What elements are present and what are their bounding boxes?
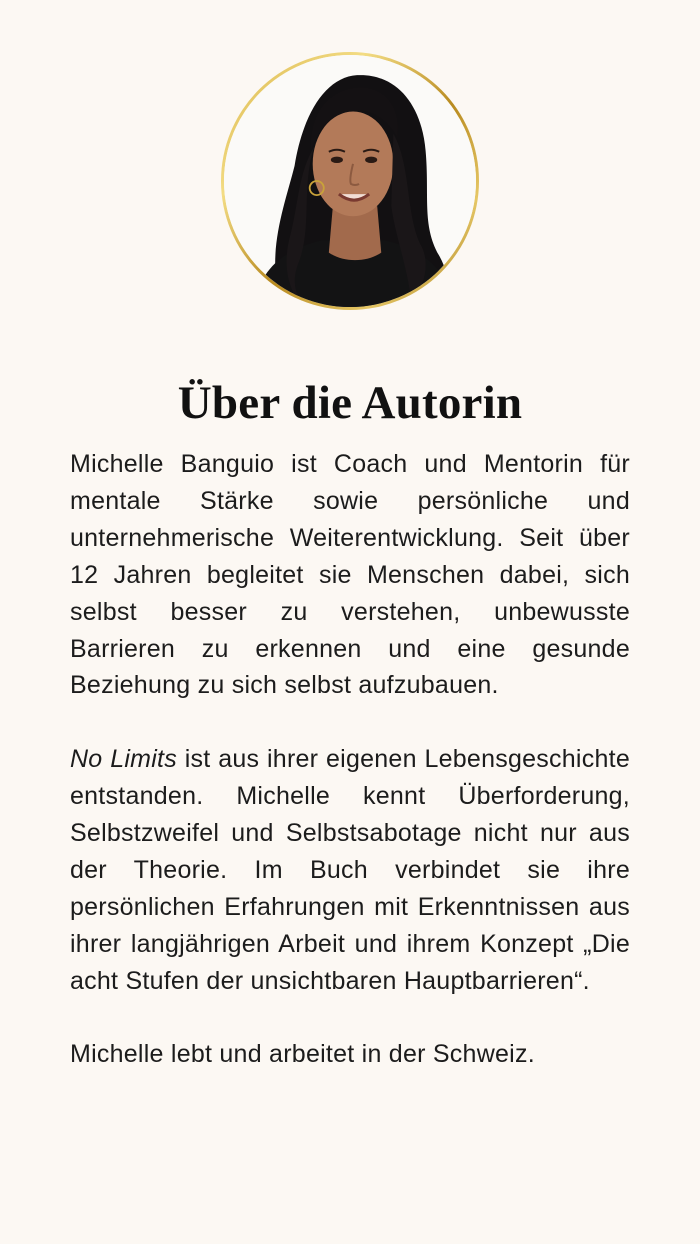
- paragraph-spacer: [70, 1000, 630, 1037]
- page-title: Über die Autorin: [177, 377, 523, 429]
- paragraph-spacer: [70, 704, 630, 741]
- author-portrait-frame: [221, 52, 479, 310]
- bio-paragraph-2-text: ist aus ihrer eigenen Lebensgeschichte entstanden. Michelle kennt Überforderung, Selbstzweifel und Selbstsabotage nicht nur aus der Theorie. Im Buch verbindet sie ihre persönlichen Erfahrungen mit Erkenntnissen aus ihrer langjährigen Arbeit und ihrem Konzept „Die acht Stufen der unsichtbaren Hauptbarrieren“.: [70, 745, 630, 995]
- bio-paragraph-3: Michelle lebt und arbeitet in der Schweiz.: [70, 1040, 535, 1069]
- book-title: No Limits: [70, 745, 177, 774]
- bio-paragraph-2: [70, 741, 630, 999]
- bio-paragraph-1: Michelle Banguio ist Coach und Mentorin für mentale Stärke sowie persönliche und unternehmerische Weiterentwicklung. Seit über 12 Jahren begleitet sie Menschen dabei, sich selbst besser zu verstehen, unbewusste Barrieren zu erkennen und eine gesunde Beziehung zu sich selbst aufzubauen.: [70, 450, 630, 700]
- author-bio: [70, 446, 630, 1073]
- author-portrait-icon: [224, 55, 476, 307]
- author-portrait: [224, 55, 476, 307]
